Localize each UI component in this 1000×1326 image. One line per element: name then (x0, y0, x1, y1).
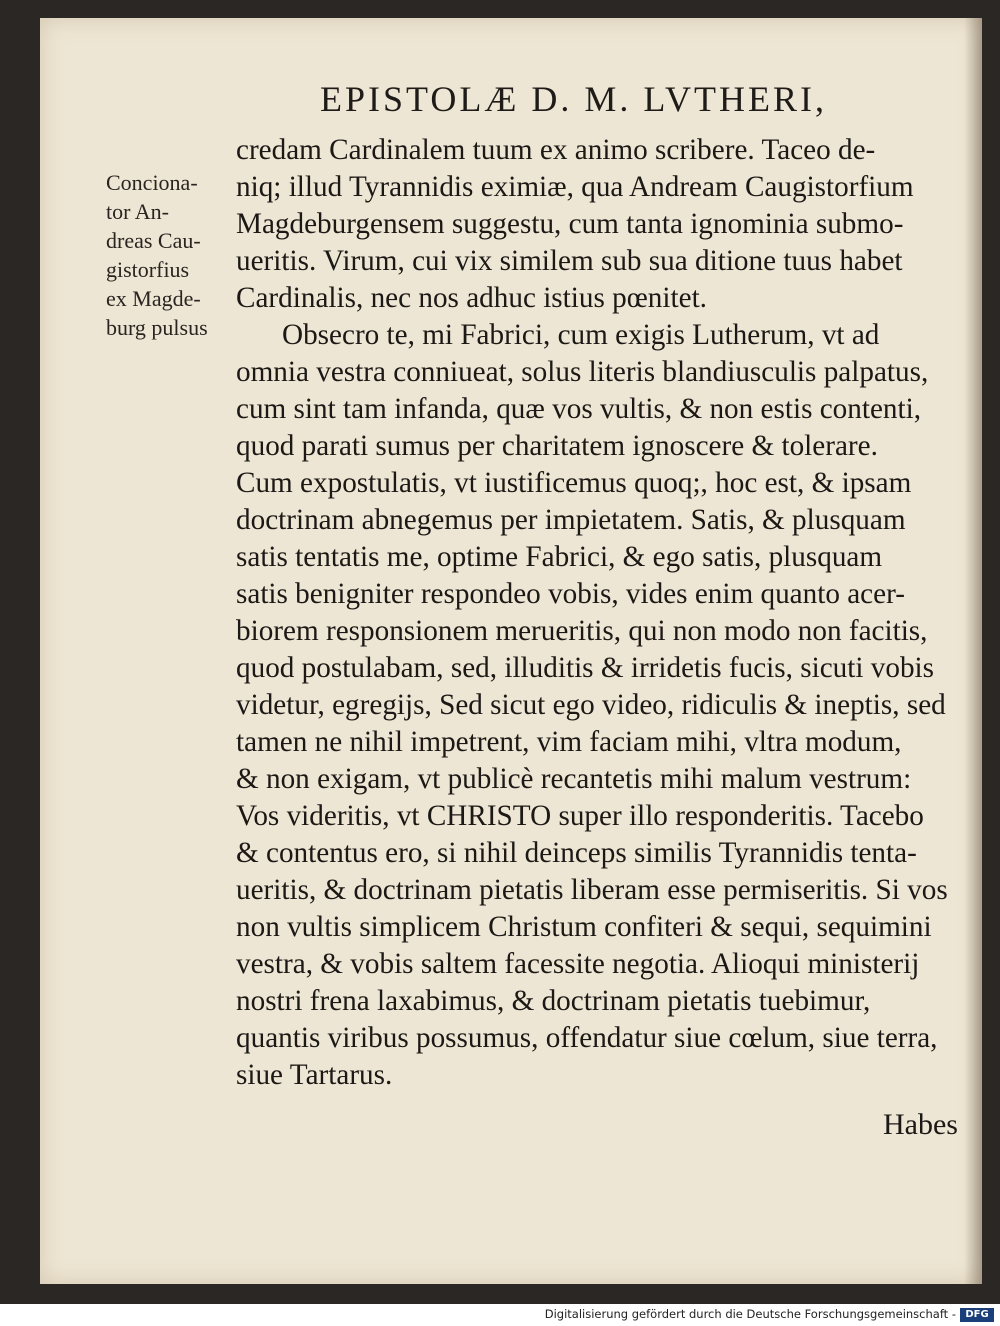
margin-note-line: Conciona- (106, 170, 198, 195)
text-line: satis benigniter respondeo vobis, vides enim quanto acer- (236, 578, 905, 610)
text-line: credam Cardinalem tuum ex animo scribere. Taceo de- (236, 134, 876, 166)
text-line: Magdeburgensem suggestu, cum tanta ignominia submo- (236, 208, 904, 240)
text-line: ueritis, & doctrinam pietatis liberam esse permiseritis. Si vos (236, 874, 948, 906)
text-line: Cum expostulatis, vt iustificemus quoq;, hoc est, & ipsam (236, 467, 912, 499)
text-line: nostri frena laxabimus, & doctrinam pietatis tuebimur, (236, 985, 871, 1017)
dfg-logo-icon: DFG (960, 1308, 994, 1322)
funding-credit: Digitalisierung gefördert durch die Deutsche Forschungsgemeinschaft - (544, 1307, 956, 1321)
text-line: ueritis. Virum, cui vix similem sub sua ditione tuus habet (236, 245, 903, 277)
footer-bar (0, 1304, 1000, 1326)
text-line: vestra, & vobis saltem facessite negotia. Alioqui ministerij (236, 948, 920, 980)
text-line: niq; illud Tyrannidis eximiæ, qua Andream Caugistorfium (236, 171, 914, 203)
text-line: & contentus ero, si nihil deinceps similis Tyrannidis tenta- (236, 837, 917, 869)
running-header: EPISTOLÆ D. M. LVTHERI, (320, 79, 828, 119)
text-line: videtur, egregijs, Sed sicut ego video, ridiculis & ineptis, sed (236, 689, 946, 721)
text-line: siue Tartarus. (236, 1059, 393, 1091)
text-line: quod parati sumus per charitatem ignoscere & tolerare. (236, 430, 878, 462)
text-line: satis tentatis me, optime Fabrici, & ego satis, plusquam (236, 541, 883, 573)
text-line: omnia vestra conniueat, solus literis blandiusculis palpatus, (236, 356, 929, 388)
margin-note-line: burg pulsus (106, 315, 208, 340)
text-line: biorem responsionem merueritis, qui non modo non facitis, (236, 615, 928, 647)
margin-note-line: gistorfius (106, 257, 190, 282)
text-line: cum sint tam infanda, quæ vos vultis, & non estis contenti, (236, 393, 922, 425)
text-line: Cardinalis, nec nos adhuc istius pœnitet. (236, 282, 707, 314)
margin-note-line: dreas Cau- (106, 228, 201, 253)
text-line: quantis viribus possumus, offendatur siue cœlum, siue terra, (236, 1022, 938, 1054)
text-line: tamen ne nihil impetrent, vim faciam mihi, vltra modum, (236, 726, 902, 758)
text-line: Vos videritis, vt CHRISTO super illo responderitis. Tacebo (236, 800, 924, 832)
text-line: non vultis simplicem Christum confiteri & sequi, sequimini (236, 911, 932, 943)
text-line: doctrinam abnegemus per impietatem. Satis, & plusquam (236, 504, 906, 536)
body-text (236, 132, 956, 1094)
margin-note-line: tor An- (106, 199, 169, 224)
book-page (40, 18, 982, 1284)
margin-note-line: ex Magde- (106, 286, 201, 311)
text-line: Obsecro te, mi Fabrici, cum exigis Lutherum, vt ad (282, 319, 880, 351)
text-line: quod postulabam, sed, illuditis & irridetis fucis, sicuti vobis (236, 652, 935, 684)
text-line: & non exigam, vt publicè recantetis mihi malum vestrum: (236, 763, 912, 795)
catchword: Habes (883, 1108, 958, 1141)
